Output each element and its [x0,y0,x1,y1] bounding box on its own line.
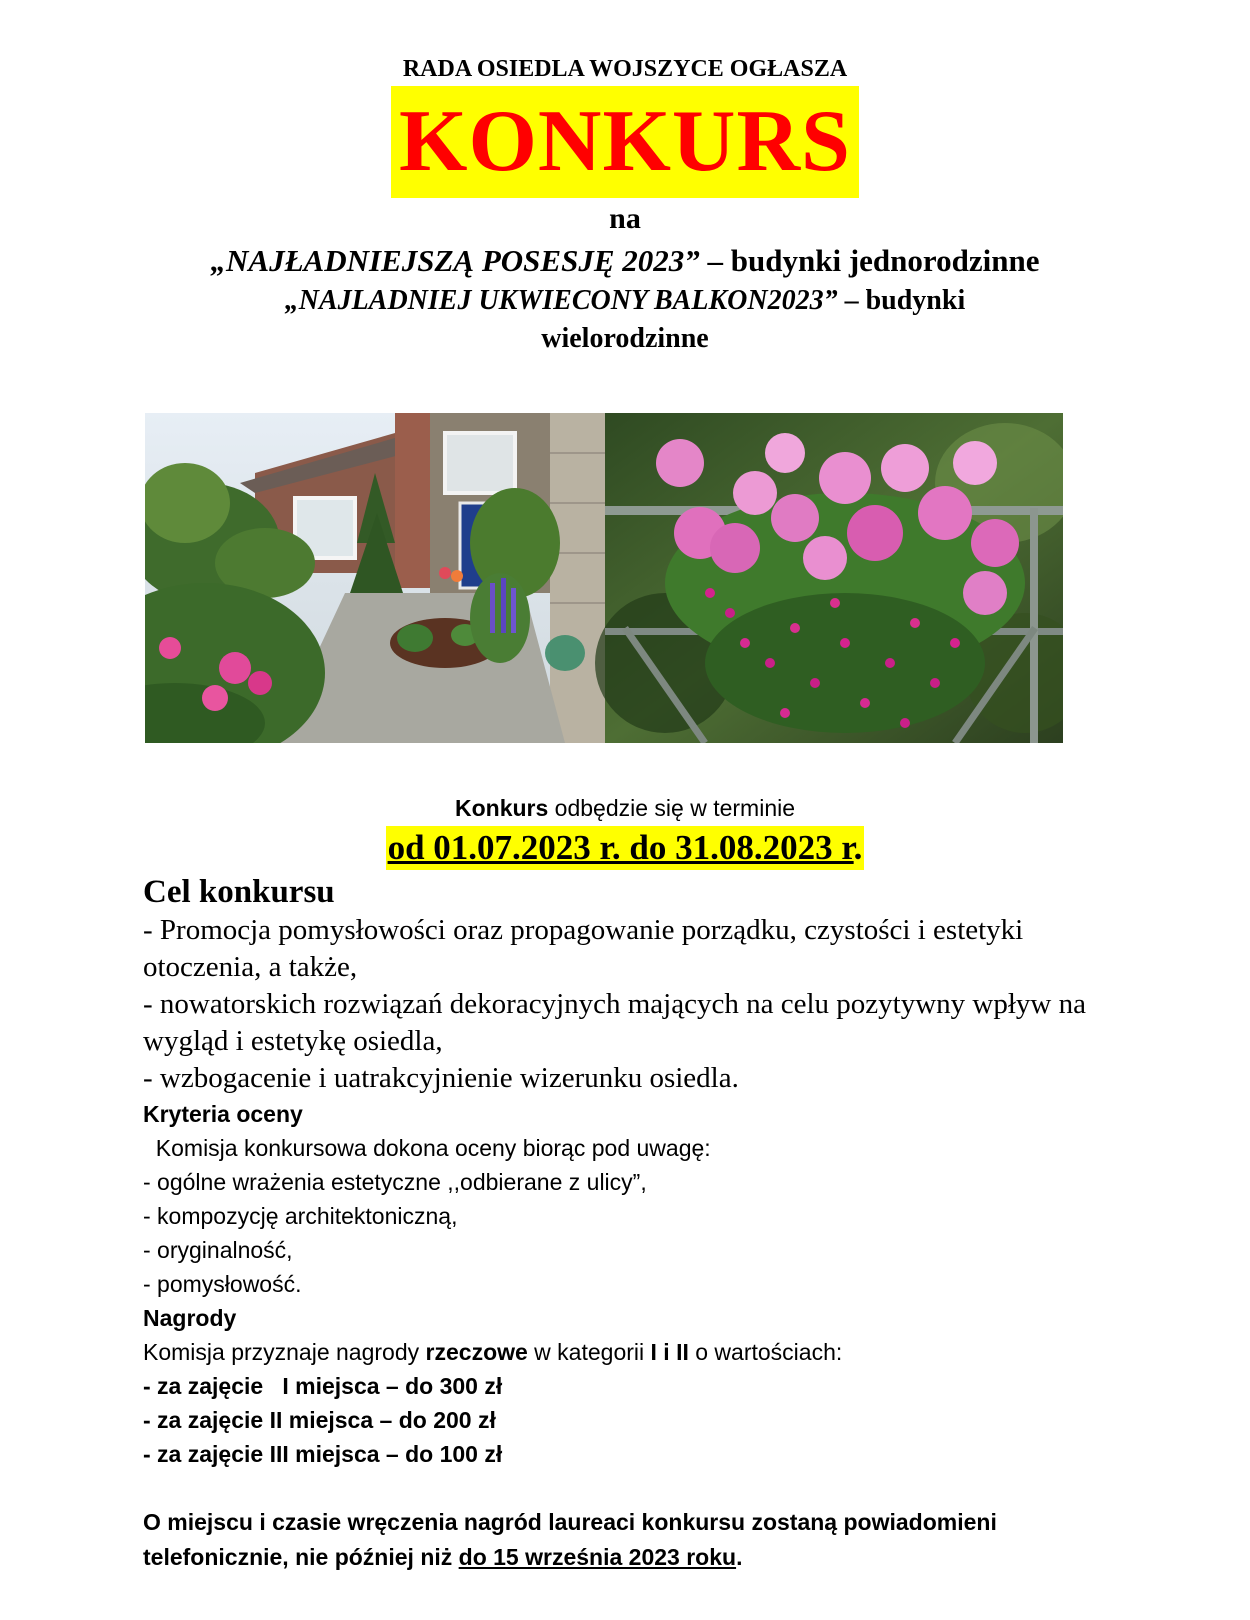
contest-dates: od 01.07.2023 r. do 31.08.2023 r [387,828,854,867]
criteria-intro: Komisja konkursowa dokona oceny biorąc pod uwagę: [143,1135,711,1161]
footer-text: O miejscu i czasie wręczenia nagród laureaci konkursu zostaną powiadomieni telefonicznie, nie później niż [143,1509,997,1570]
category-2-line2: wielorodzinne [541,323,709,354]
prizes-intro-b: rzeczowe [425,1339,528,1365]
term-text: odbędzie się w terminie [548,795,796,821]
category-1 [0,243,1250,279]
prize-item: - za zajęcie II miejsca – do 200 zł [143,1407,496,1433]
prize-item: - za zajęcie III miejsca – do 100 zł [143,1441,503,1467]
category-2-suffix: – budynki [837,285,966,316]
footer-note [143,1505,1143,1575]
title-wrap [0,86,1250,198]
category-2 [0,285,1250,317]
category-2-name: „NAJLADNIEJ UKWIECONY BALKON2023” [284,285,838,316]
criteria-item: - ogólne wrażenia estetyczne ,,odbierane z ulicy”, [143,1169,647,1195]
contest-title: KONKURS [391,86,859,198]
content [143,872,1143,1598]
category-1-suffix: – budynki jednorodzinne [699,243,1040,278]
criteria-title: Kryteria oceny [143,1101,303,1127]
goals-title: Cel konkursu [143,874,335,910]
goal-item: - Promocja pomysłowości oraz propagowanie porządku, czystości i estetyki otoczenia, a także, [143,914,1024,983]
prizes-intro [143,1335,1143,1369]
prizes-intro-d: I i II [650,1339,689,1365]
title-na: na [609,202,641,235]
prizes-intro-a: Komisja przyznaje nagrody [143,1339,426,1365]
prizes-intro-c: w kategorii [527,1339,651,1365]
prize-item: - za zajęcie I miejsca – do 300 zł [143,1373,503,1399]
photos-strip [145,413,1063,743]
goal-item: - wzbogacenie i uatrakcyjnienie wizerunku osiedla. [143,1062,739,1094]
footer-deadline: do 15 września 2023 roku [458,1544,737,1570]
term-line [0,795,1250,822]
criteria-item: - oryginalność, [143,1237,293,1263]
dates-wrap [0,826,1250,870]
balcony-flowers-photo [595,413,1063,743]
goal-item: - nowatorskich rozwiązań dekoracyjnych mających na celu pozytywny wpływ na wygląd i estetykę osiedla, [143,988,1086,1057]
category-1-name: „NAJŁADNIEJSZĄ POSESJĘ 2023” [210,243,700,278]
criteria-item: - kompozycję architektoniczną, [143,1203,458,1229]
house-garden-photo [145,413,605,743]
contest-dates-highlight [386,826,865,870]
prizes-intro-e: o wartościach: [688,1339,843,1365]
photos-svg [145,413,1063,743]
criteria-item: - pomysłowość. [143,1271,302,1297]
prizes-title: Nagrody [143,1305,237,1331]
footer-end: . [736,1544,743,1570]
term-bold: Konkurs [454,795,549,821]
contest-dates-end: . [853,828,863,867]
organizer-line: RADA OSIEDLA WOJSZYCE OGŁASZA [402,56,848,82]
